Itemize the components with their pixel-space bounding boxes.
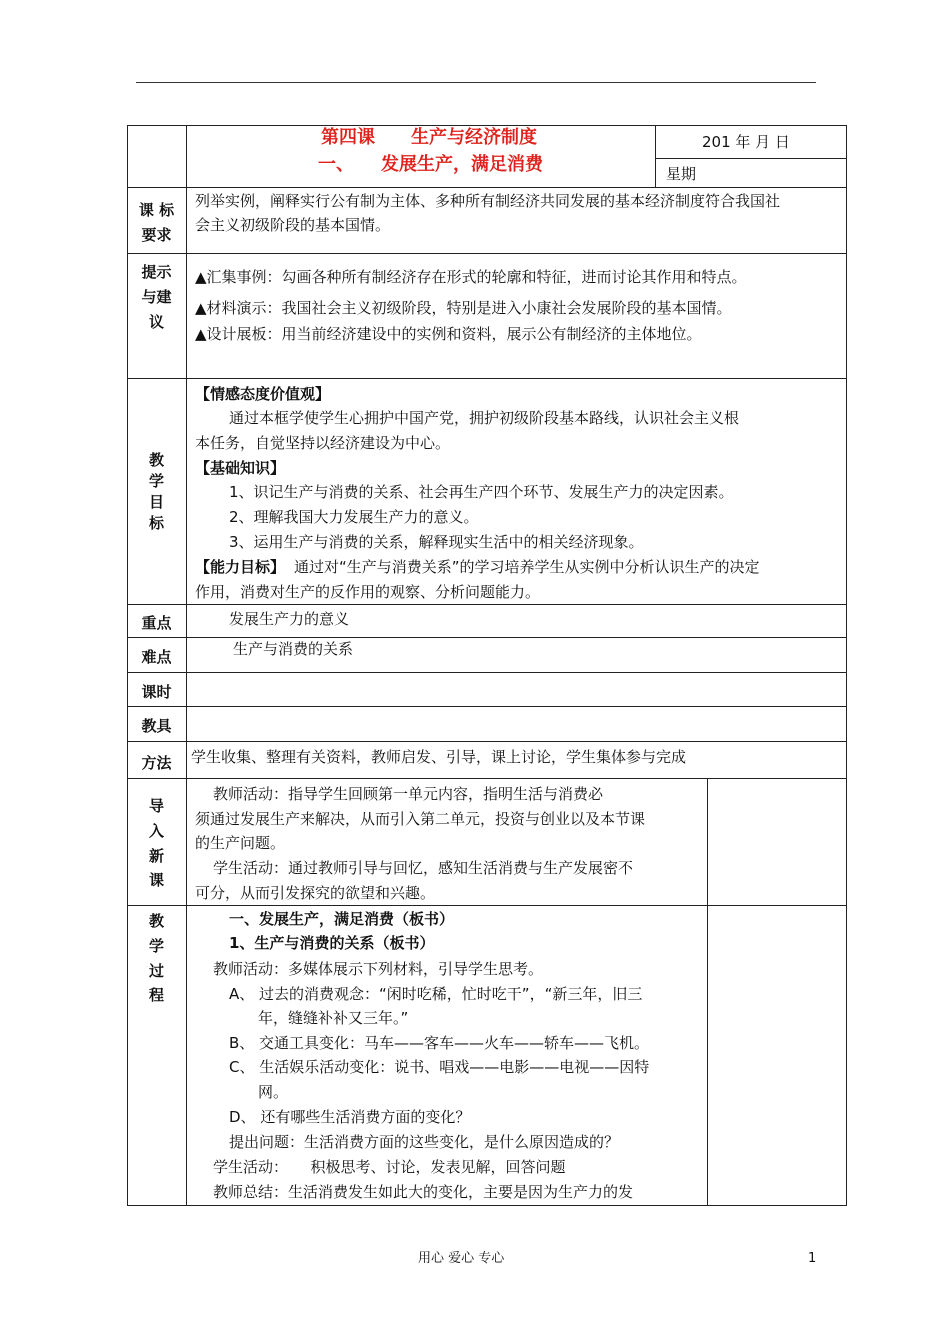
header-rule (136, 82, 816, 83)
weekday-label: 星期 (666, 165, 697, 183)
process-question: 提出问题：生活消费方面的这些变化，是什么原因造成的？ (229, 1133, 620, 1151)
process-item-b: B、 交通工具变化：马车——客车——火车——轿车——飞机。 (229, 1034, 650, 1052)
section-title: 一、 发展生产，满足消费 (318, 154, 543, 175)
row-label-tips: 提示 与建 议 (141, 263, 172, 331)
tips-line-2: ▲材料演示：我国社会主义初级阶段，特别是进入小康社会发展阶段的基本国情。 (195, 299, 732, 317)
row-label-objectives: 教 学 目 标 (148, 451, 164, 532)
process-item-c-line-2: 网。 (258, 1083, 289, 1101)
row-label-key-point: 重点 (141, 614, 172, 632)
tips-line-3: ▲设计展板：用当前经济建设中的实例和资料，展示公有制经济的主体地位。 (195, 325, 702, 343)
page-number: 1 (808, 1251, 817, 1266)
process-heading-2: 1、生产与消费的关系（板书） (229, 934, 435, 952)
date-label: 201 年 月 日 (702, 133, 790, 151)
intro-line-4: 学生活动：通过教师引导与回忆，感知生活消费与生产发展密不 (213, 859, 634, 877)
curriculum-line-1: 列举实例，阐释实行公有制为主体、多种所有制经济共同发展的基本经济制度符合我国社 (195, 192, 781, 210)
intro-line-1: 教师活动：指导学生回顾第一单元内容，指明生活与消费必 (213, 785, 604, 803)
objective-knowledge-2: 2、理解我国大力发展生产力的意义。 (229, 508, 479, 526)
process-item-a-line-2: 年，缝缝补补又三年。” (258, 1009, 409, 1027)
curriculum-line-2: 会主义初级阶段的基本国情。 (195, 216, 391, 234)
row-label-period: 课时 (141, 683, 172, 701)
objective-ability-line-2: 作用，消费对生产的反作用的观察、分析问题能力。 (195, 583, 541, 601)
method-text: 学生收集、整理有关资料，教师启发、引导，课上讨论，学生集体参与完成 (191, 748, 687, 766)
difficulty-text: 生产与消费的关系 (233, 640, 354, 658)
process-item-d: D、 还有哪些生活消费方面的变化？ (229, 1108, 471, 1126)
objective-heading-ability: 【能力目标】 (195, 558, 286, 576)
process-teacher-activity: 教师活动：多媒体展示下列材料，引导学生思考。 (213, 960, 544, 978)
tips-line-1: ▲汇集事例：勾画各种所有制经济存在形式的轮廓和特征，进而讨论其作用和特点。 (195, 268, 747, 286)
objective-heading-values: 【情感态度价值观】 (195, 385, 331, 403)
process-item-a-line-1: A、 过去的消费观念：“闲时吃稀，忙时吃干”，“新三年，旧三 (229, 985, 643, 1003)
objective-values-line-1: 通过本框学使学生心拥护中国产党，拥护初级阶段基本路线，认识社会主义根 (229, 409, 740, 427)
objective-ability-line-1: 通过对“生产与消费关系”的学习培养学生从实例中分析认识生产的决定 (294, 558, 760, 576)
process-student-activity: 学生活动： 积极思考、讨论，发表见解，回答问题 (213, 1158, 566, 1176)
intro-line-3: 的生产问题。 (195, 834, 286, 852)
objective-knowledge-3: 3、运用生产与消费的关系，解释现实生活中的相关经济现象。 (229, 533, 644, 551)
key-point-text: 发展生产力的意义 (229, 610, 350, 628)
objective-knowledge-1: 1、识记生产与消费的关系、社会再生产四个环节、发展生产力的决定因素。 (229, 483, 734, 501)
process-item-c-line-1: C、 生活娱乐活动变化：说书、唱戏——电影——电视——因特 (229, 1058, 650, 1076)
lesson-title: 第四课 生产与经济制度 (321, 127, 537, 148)
row-label-difficulty: 难点 (141, 648, 172, 666)
row-label-process: 教 学 过 程 (148, 912, 164, 1005)
row-label-method: 方法 (141, 754, 172, 772)
objective-heading-knowledge: 【基础知识】 (195, 459, 286, 477)
intro-line-2: 须通过发展生产来解决，从而引入第二单元，投资与创业以及本节课 (195, 810, 646, 828)
intro-line-5: 可分，从而引发探究的欲望和兴趣。 (195, 884, 436, 902)
footer-motto: 用心 爱心 专心 (418, 1251, 505, 1266)
row-label-introduction: 导 入 新 课 (148, 797, 164, 890)
row-label-curriculum: 课 标 要求 (138, 201, 175, 244)
objective-values-line-2: 本任务，自觉坚持以经济建设为中心。 (195, 434, 451, 452)
row-label-teaching-aids: 教具 (141, 717, 172, 735)
process-teacher-summary: 教师总结：生活消费发生如此大的变化，主要是因为生产力的发 (213, 1183, 634, 1201)
process-heading-1: 一、发展生产，满足消费（板书） (229, 910, 455, 928)
